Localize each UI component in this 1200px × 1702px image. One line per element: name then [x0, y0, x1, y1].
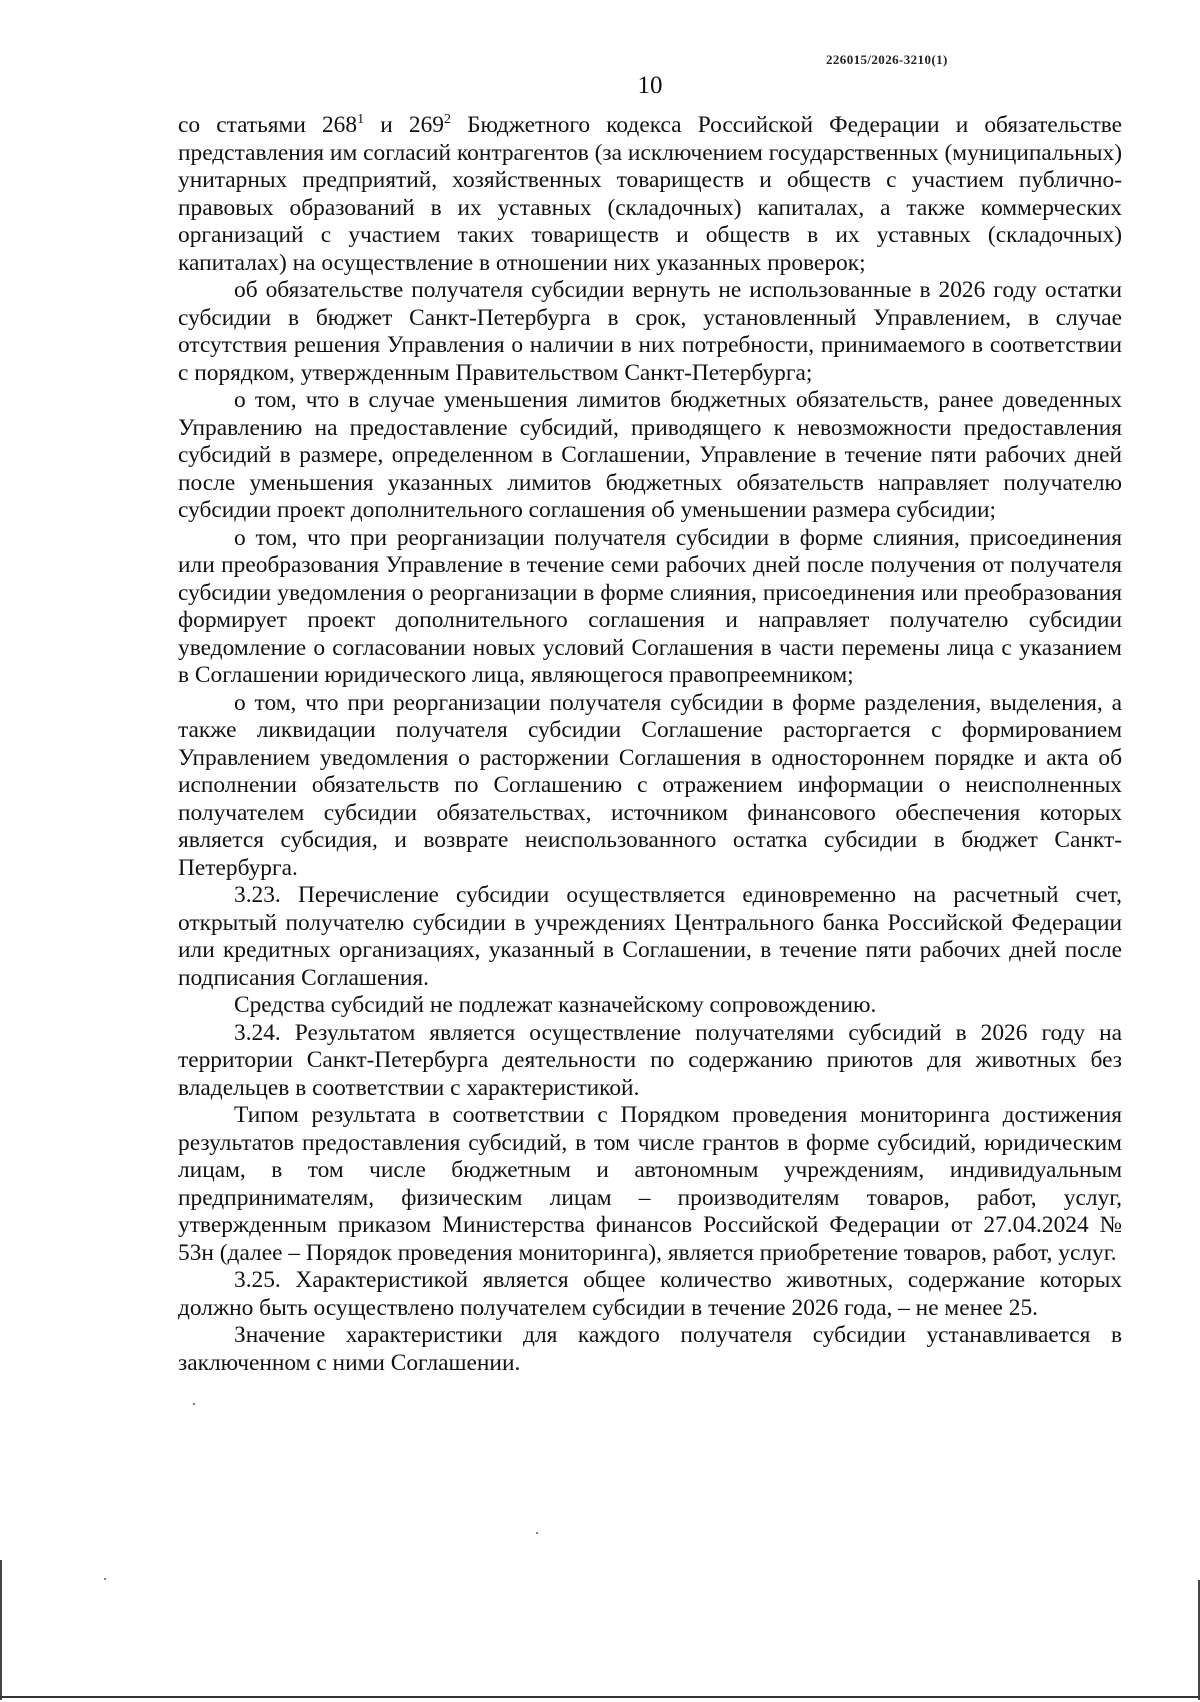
paragraph-1-middle: и 269 [364, 112, 444, 138]
paragraph-5: о том, что при реорганизации получателя субсидии в форме разделения, выделения, а также ликвидации получателя субсидии Соглашение расторгается с формированием Управлением уведомления о расторжении Соглашения в одностороннем порядке и акта об исполнении обязательств по Соглашению с отражением информации о неисполненных получателем субсидии обязательствах, источником финансового обеспечения которых является субсидия, и возврате неиспользованного остатка субсидии в бюджет Санкт-Петербурга. [178, 689, 1122, 881]
paragraph-7: Средства субсидий не подлежат казначейскому сопровождению. [234, 992, 877, 1018]
scan-edge-left [0, 1560, 2, 1700]
paragraph-2: об обязательстве получателя субсидии вернуть не использованные в 2026 году остатки субсидии в бюджет Санкт-Петербурга в срок, установленный Управлением, в случае отсутствия решения Управления о наличии в них потребности, принимаемого в соответствии с порядком, утвержденным Правительством Санкт-Петербурга; [178, 277, 1122, 386]
page-number: 10 [637, 72, 663, 99]
scan-speck [104, 1578, 106, 1580]
superscript-2: 2 [443, 112, 451, 127]
paragraph-1-start: со статьями 268 [178, 112, 358, 138]
paragraph-1-end: Бюджетного кодекса Российской Федерации и обязательстве представления им согласий контрагентов (за исключением государственных (муниципальных) унитарных предприятий, хозяйственных товариществ и обществ с участием публично-правовых образований в их уставных (складочных) капиталах, а также коммерческих организаций с участием таких товариществ и обществ в их уставных (складочных) капиталах) на осуществление в отношении них указанных проверок; [178, 112, 1122, 276]
paragraph-8: 3.24. Результатом является осуществление получателями субсидий в 2026 году на территории Санкт-Петербурга деятельности по содержанию приютов для животных без владельцев в соответствии с характеристикой. [178, 1019, 1122, 1101]
superscript-1: 1 [357, 112, 365, 127]
paragraph-10: 3.25. Характеристикой является общее количество животных, содержание которых должно быть осуществлено получателем субсидии в течение 2026 года, – не менее 25. [178, 1267, 1122, 1321]
scan-speck [193, 1403, 195, 1405]
paragraph-9: Типом результата в соответствии с Порядком проведения мониторинга достижения результатов предоставления субсидий, в том числе грантов в форме субсидий, юридическим лицам, в том числе бюджетным и автономным учреждениям, индивидуальным предпринимателям, физическим лицам – производителям товаров, работ, услуг, утвержденным приказом Министерства финансов Российской Федерации от 27.04.2024 № 53н (далее – Порядок проведения мониторинга), является приобретение товаров, работ, услуг. [178, 1102, 1122, 1266]
paragraph-3: о том, что в случае уменьшения лимитов бюджетных обязательств, ранее доведенных Управлению на предоставление субсидий, приводящего к невозможности предоставления субсидий в размере, определенном в Соглашении, Управление в течение пяти рабочих дней после уменьшения указанных лимитов бюджетных обязательств направляет получателю субсидии проект дополнительного соглашения об уменьшении размера субсидии; [178, 387, 1122, 523]
document-registration-code: 226015/2026-3210(1) [826, 52, 948, 67]
document-body [178, 112, 1122, 1377]
paragraph-6: 3.23. Перечисление субсидии осуществляется единовременно на расчетный счет, открытый получателю субсидии в учреждениях Центрального банка Российской Федерации или кредитных организациях, указанный в Соглашении, в течение пяти рабочих дней после подписания Соглашения. [178, 882, 1122, 991]
scan-speck [536, 1532, 538, 1534]
paragraph-4: о том, что при реорганизации получателя субсидии в форме слияния, присоединения или преобразования Управление в течение семи рабочих дней после получения от получателя субсидии уведомления о реорганизации в форме слияния, присоединения или преобразования формирует проект дополнительного соглашения и направляет получателю субсидии уведомление о согласовании новых условий Соглашения в части перемены лица с указанием в Соглашении юридического лица, являющегося правопреемником; [178, 524, 1122, 688]
scan-edge-bottom [0, 1696, 1200, 1698]
paragraph-11: Значение характеристики для каждого получателя субсидии устанавливается в заключенном с ними Соглашении. [178, 1322, 1122, 1376]
paragraph-1 [178, 112, 1122, 277]
